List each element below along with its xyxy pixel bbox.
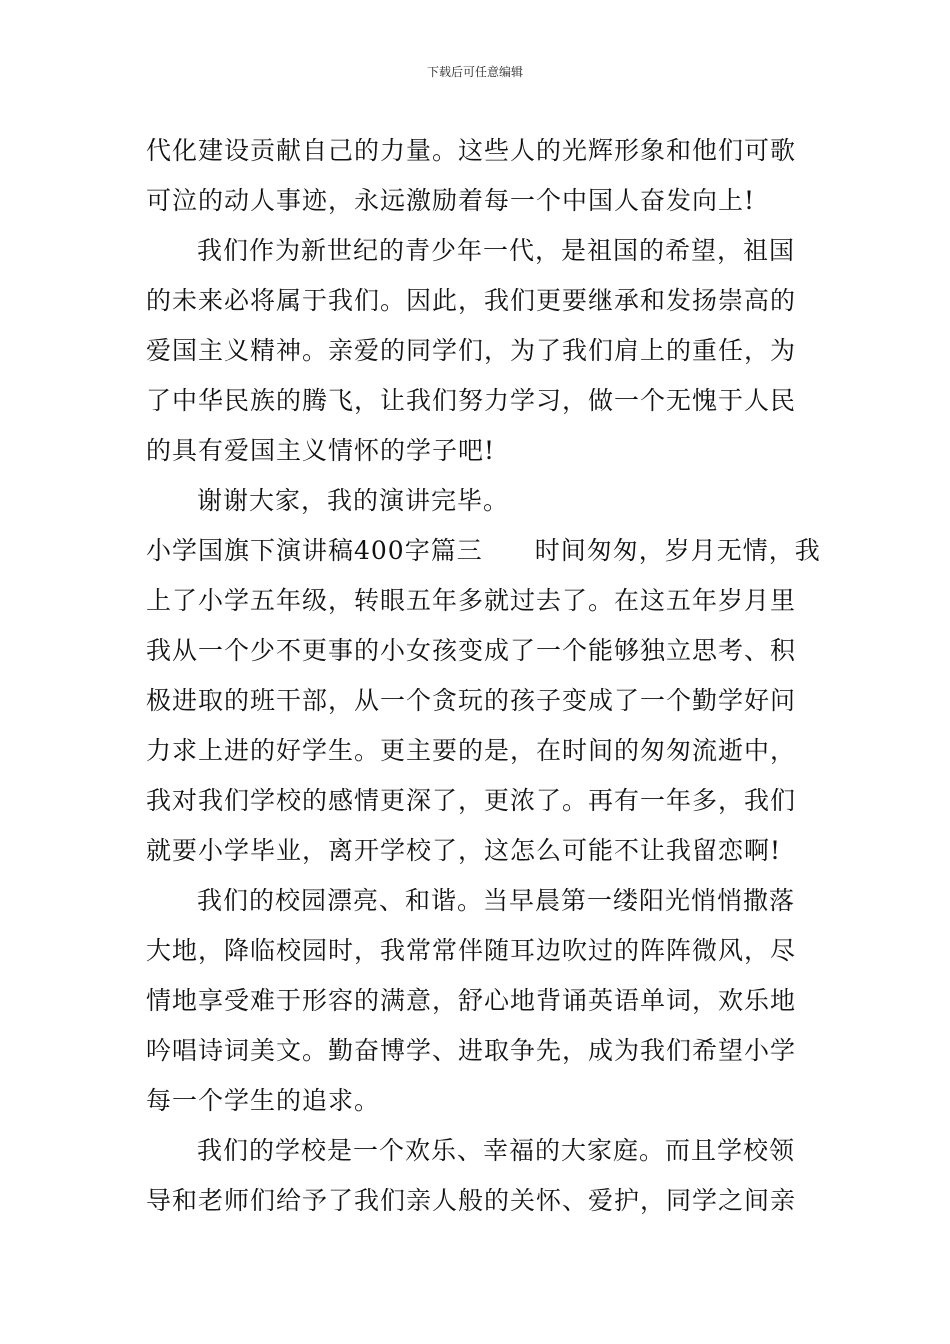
text-line: 爱国主义精神。亲爱的同学们，为了我们肩上的重任，为	[146, 336, 797, 365]
document-body	[146, 126, 821, 1226]
text-line: 吟唱诗词美文。勤奋博学、进取争先，成为我们希望小学	[146, 1036, 797, 1065]
text-line: 可泣的动人事迹，永远激励着每一个中国人奋发向上!	[146, 186, 756, 215]
text-line: 我从一个少不更事的小女孩变成了一个能够独立思考、积	[146, 636, 797, 665]
text-line: 了中华民族的腾飞，让我们努力学习，做一个无愧于人民	[146, 386, 797, 415]
text-line: 大地，降临校园时，我常常伴随耳边吹过的阵阵微风，尽	[146, 936, 797, 965]
text-line: 就要小学毕业，离开学校了，这怎么可能不让我留恋啊!	[146, 836, 782, 865]
paragraph-start: 我们的校园漂亮、和谐。当早晨第一缕阳光悄悄撒落	[197, 886, 796, 915]
text-line: 我对我们学校的感情更深了，更浓了。再有一年多，我们	[146, 786, 797, 815]
section-first-line: 时间匆匆，岁月无情，我	[534, 536, 821, 565]
text-line: 的具有爱国主义情怀的学子吧!	[146, 436, 496, 465]
section-title: 小学国旗下演讲稿400字篇三	[146, 536, 483, 565]
paragraph-start: 我们作为新世纪的青少年一代，是祖国的希望，祖国	[197, 236, 796, 265]
section-heading-line	[146, 526, 821, 576]
text-line: 导和老师们给予了我们亲人般的关怀、爱护，同学之间亲	[146, 1186, 797, 1215]
paragraph-start: 谢谢大家，我的演讲完毕。	[197, 486, 510, 515]
text-line: 每一个学生的追求。	[146, 1086, 381, 1115]
text-line: 上了小学五年级，转眼五年多就过去了。在这五年岁月里	[146, 586, 797, 615]
text-line: 情地享受难于形容的满意，舒心地背诵英语单词，欢乐地	[146, 986, 797, 1015]
text-line: 代化建设贡献自己的力量。这些人的光辉形象和他们可歌	[146, 136, 797, 165]
text-line: 力求上进的好学生。更主要的是，在时间的匆匆流逝中，	[146, 736, 797, 765]
text-line: 的未来必将属于我们。因此，我们更要继承和发扬崇高的	[146, 286, 797, 315]
paragraph-start: 我们的学校是一个欢乐、幸福的大家庭。而且学校领	[197, 1136, 796, 1165]
text-line: 极进取的班干部，从一个贪玩的孩子变成了一个勤学好问	[146, 686, 797, 715]
page-header: 下载后可任意编辑	[426, 65, 523, 79]
